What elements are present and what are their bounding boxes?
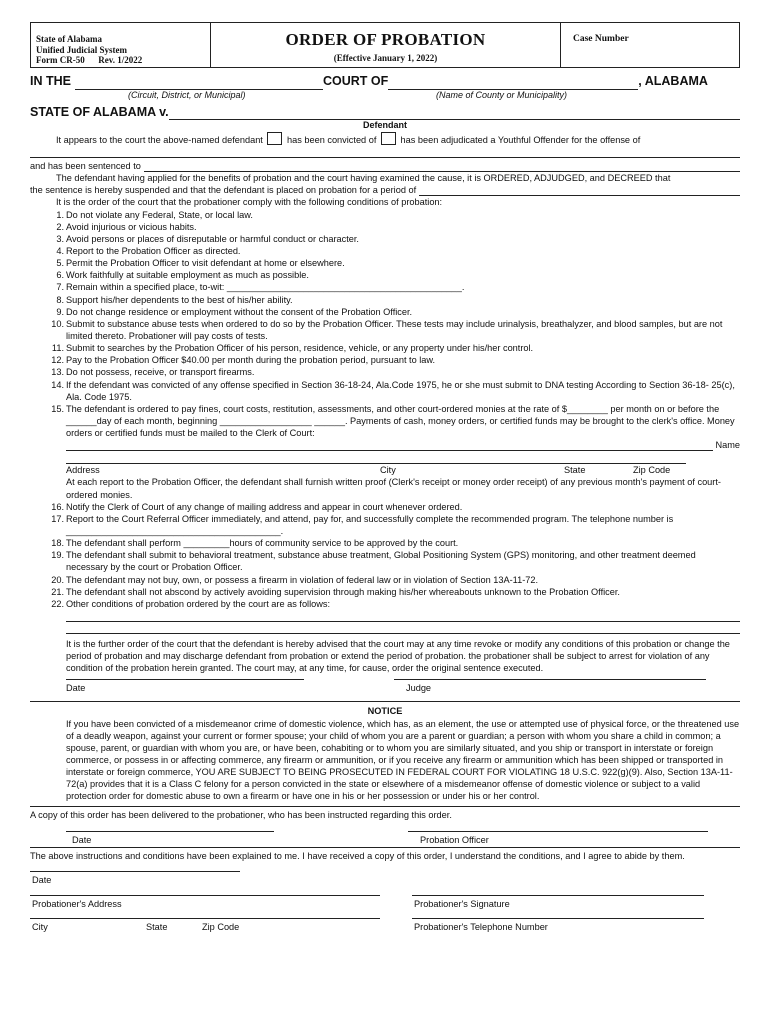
conditions-list	[30, 209, 740, 702]
address-label: Address	[66, 465, 100, 476]
clerk-name-field[interactable]	[66, 441, 713, 451]
delivered-text: A copy of this order has been delivered to the probationer, who has been instructed regarding this order.	[30, 810, 452, 821]
probation-officer-line[interactable]	[408, 831, 708, 832]
clerk-address-block	[44, 439, 740, 500]
delivery-date-label: Date	[72, 834, 92, 845]
header-title-box	[211, 23, 561, 67]
probationer-signature-label: Probationer's Signature	[414, 898, 510, 909]
judge-label: Judge	[406, 683, 432, 694]
condition-item: 3. Avoid persons or places of disreputable or harmful conduct or character.	[56, 233, 359, 244]
form-number: Form CR-50 Rev. 1/2022	[36, 55, 143, 66]
condition-item: 22. Other conditions of probation ordered by the court are as follows:	[51, 598, 331, 609]
city-label: City	[380, 465, 396, 476]
intro-line	[30, 132, 740, 146]
county-field[interactable]	[388, 77, 638, 90]
convicted-checkbox[interactable]	[267, 132, 282, 145]
probationer-city-line[interactable]	[30, 918, 380, 919]
condition-item: 6. Work faithfully at suitable employment as much as possible.	[56, 270, 309, 281]
case-number-box[interactable]	[561, 23, 739, 67]
condition-item: 4. Report to the Probation Officer as directed.	[56, 246, 241, 256]
condition-item: 13. Do not possess, receive, or transport firearms.	[51, 367, 255, 378]
clerk-address-field[interactable]	[66, 453, 686, 464]
ack-signature-area	[30, 862, 740, 944]
zip-label: Zip Code	[633, 465, 671, 476]
probationer-phone-line[interactable]	[412, 918, 704, 919]
address-labels	[66, 464, 740, 476]
condition-item[interactable]: 17. Report to the Court Referral Officer immediately, and attend, pay for, and successfully complete the recommended program. The telephone number is __________________________________________.	[51, 513, 674, 536]
further-order-text: It is the further order of the court that the defendant is hereby advised that the court may at any time revoke or modify any conditions of this probation or change the period of probation and may discharge defendant from probation or extend the period of probation. the probationer shall be subject to arrest for violation of any condition of the probation herein granted. The court may, at any time, for cause, order the original sentence executed.	[66, 638, 730, 674]
condition-item: 1. Do not violate any Federal, State, or local law.	[56, 209, 253, 220]
probationer-address-label: Probationer's Address	[32, 898, 122, 909]
sentenced-text: and has been sentenced to	[30, 161, 141, 172]
county-hint: (Name of County or Municipality)	[436, 89, 568, 100]
form-header	[30, 22, 740, 68]
condition-item: 11. Submit to searches by the Probation Officer of his person, residence, vehicle, or any property under his/her control.	[51, 343, 534, 354]
ack-zip-label: Zip Code	[202, 921, 240, 932]
form-title: ORDER OF PROBATION	[285, 30, 486, 49]
period-line	[30, 184, 740, 196]
probation-period-field[interactable]	[419, 186, 740, 196]
state-label: State of Alabama	[36, 34, 102, 44]
case-number-label: Case Number	[573, 34, 629, 44]
youthful-offender-checkbox[interactable]	[381, 132, 396, 145]
date-label: Date	[66, 683, 86, 694]
name-label: Name	[715, 440, 740, 451]
effective-date: (Effective January 1, 2022)	[333, 53, 438, 64]
court-type-hint: (Circuit, District, or Municipal)	[128, 89, 246, 100]
condition-item[interactable]: 15. The defendant is ordered to pay fines, court costs, restitution, assessments, and other court-ordered monies at the rate of $________ per month on or before the ______day of each month, beginning __________________ ______. Payments of cash, money orders, or certified funds may be brought to the clerk's office. Money orders or certified funds must be mailed to the Clerk of Court:	[51, 403, 735, 439]
ack-date-label: Date	[32, 874, 52, 885]
ack-text: The above instructions and conditions have been explained to me. I have received a copy of this order, I understand the conditions, and I agree to abide by them.	[30, 850, 685, 861]
judge-signature-row	[66, 679, 740, 701]
state-label: State	[564, 465, 586, 476]
condition-item: 19. The defendant shall submit to behavioral treatment, substance abuse treatment, Global Positioning System (GPS) monitoring, and other treatment deemed necessary by the court or Probation Officer.	[51, 550, 696, 573]
condition-item[interactable]: 18. The defendant shall perform _________hours of community service to be approved by the court.	[51, 538, 459, 549]
condition-item: 20. The defendant may not buy, own, or possess a firearm in violation of federal law or in violation of Section 13A-11-72.	[51, 574, 539, 585]
order-of-probation-form	[30, 22, 740, 944]
condition-item: 21. The defendant shall not abscond by actively avoiding supervision through making his/her whereabouts unknown to the Probation Officer.	[51, 586, 620, 597]
date-signature-line[interactable]	[66, 679, 304, 680]
alabama-label: , ALABAMA	[638, 74, 708, 88]
court-line	[30, 73, 740, 90]
delivery-signature-row	[30, 822, 740, 845]
condition-item: 9. Do not change residence or employment without the consent of the Probation Officer.	[56, 306, 413, 317]
probationer-phone-label: Probationer's Telephone Number	[414, 921, 548, 932]
acknowledgement-section	[30, 848, 740, 944]
delivery-section	[30, 807, 740, 847]
ack-city-label: City	[32, 921, 48, 932]
court-of-label: COURT OF	[322, 74, 389, 88]
notice-title: NOTICE	[367, 706, 403, 717]
clerk-name-line	[66, 439, 740, 451]
condition-item: 8. Support his/her dependents to the best of his/her ability.	[56, 294, 293, 305]
defendant-label: Defendant	[362, 120, 407, 130]
notice-body: If you have been convicted of a misdemeanor crime of domestic violence, which has, as an element, the use or attempted use of physical force, or the threatened use of a deadly weapon, against your current or former spouse; your child of whom you are a parent or guardian; a person with whom you share a child in common; a spouse, parent, or guardian with whom you are, or have been, cohabiting or to whom you are similarly situated, and you ship or transport in interstate or foreign commerce, or possess in or affecting commerce, any firearm or ammunition, or if you receive any firearm or ammunition which has been shipped or transported in interstate or foreign commerce, YOU ARE SUBJECT TO BEING PROSECUTED IN FEDERAL COURT FOR VIOLATING 18 U.S.C. 922(g)(9). Also, Section 13A-11-72(a) provides that it is a Class C felony for a person convicted in the state or elsewhere of a misdemeanor offense of domestic violence or subject to a valid protection order for domestic abuse to own a firearm or have one in his or her possession or under his or her control.	[66, 718, 740, 802]
in-the-label: IN THE	[30, 74, 71, 88]
defendant-name-field[interactable]	[169, 107, 740, 120]
condition-item: 10. Submit to substance abuse tests when ordered to do so by the Probation Officer. These tests may include urinalysis, breathalyzer, and blood samples, but are not limited thereto. Probationer will pay costs of tests.	[51, 318, 723, 341]
court-hints	[30, 90, 740, 102]
condition-item: 5. Permit the Probation Officer to visit defendant at home or elsewhere.	[56, 258, 345, 269]
judge-signature-line[interactable]	[394, 679, 706, 680]
condition-item: 2. Avoid injurious or vicious habits.	[56, 221, 197, 232]
offense-field[interactable]	[30, 147, 740, 158]
convicted-text: has been convicted of	[287, 134, 377, 145]
probation-officer-label: Probation Officer	[420, 834, 489, 845]
court-type-field[interactable]	[75, 77, 323, 90]
condition-item: 14. If the defendant was convicted of any offense specified in Section 36-18-24, Ala.Code 1975, he or she must submit to DNA testing According to Section 36-18- 25(c), Ala. Code 1975.	[51, 379, 735, 402]
state-v-label: STATE OF ALABAMA v.	[30, 104, 169, 119]
delivery-date-line[interactable]	[66, 831, 274, 832]
probationer-signature-line[interactable]	[412, 895, 704, 896]
youthful-text: has been adjudicated a Youthful Offender for the offense of	[400, 134, 641, 145]
sentence-field[interactable]	[144, 162, 740, 172]
receipt-text: At each report to the Probation Officer, the defendant shall furnish written proof (Clerk's receipt or money order receipt) of any previous month's payment of court-ordered monies.	[66, 477, 721, 500]
suspended-text: the sentence is hereby suspended and that the defendant is placed on probation for a period of	[30, 185, 417, 196]
sentence-line	[30, 160, 740, 172]
other-conditions-lines	[44, 611, 740, 701]
applied-text: The defendant having applied for the benefits of probation and the court having examined the cause, it is ORDERED, ADJUDGED, and DECREED that	[56, 173, 671, 184]
condition-item: 16. Notify the Clerk of Court of any change of mailing address and appear in court whenever ordered.	[51, 501, 463, 512]
system-label: Unified Judicial System	[36, 44, 128, 55]
defendant-line	[30, 104, 740, 121]
condition-item[interactable]: 7. Remain within a specified place, to-wit: ______________________________________________.	[56, 282, 465, 293]
header-agency	[31, 23, 211, 67]
order-text: It is the order of the court that the probationer comply with the following conditions of probation:	[56, 197, 443, 208]
notice-section	[30, 701, 740, 807]
other-conditions-field-1[interactable]	[66, 611, 740, 622]
ack-date-line[interactable]	[30, 871, 240, 872]
other-conditions-field-2[interactable]	[66, 623, 740, 634]
probationer-address-line[interactable]	[30, 895, 380, 896]
appears-text: It appears to the court the above-named defendant	[56, 134, 263, 145]
ack-state-label: State	[146, 921, 168, 932]
condition-item: 12. Pay to the Probation Officer $40.00 per month during the probation period, pursuant to law.	[51, 355, 436, 366]
